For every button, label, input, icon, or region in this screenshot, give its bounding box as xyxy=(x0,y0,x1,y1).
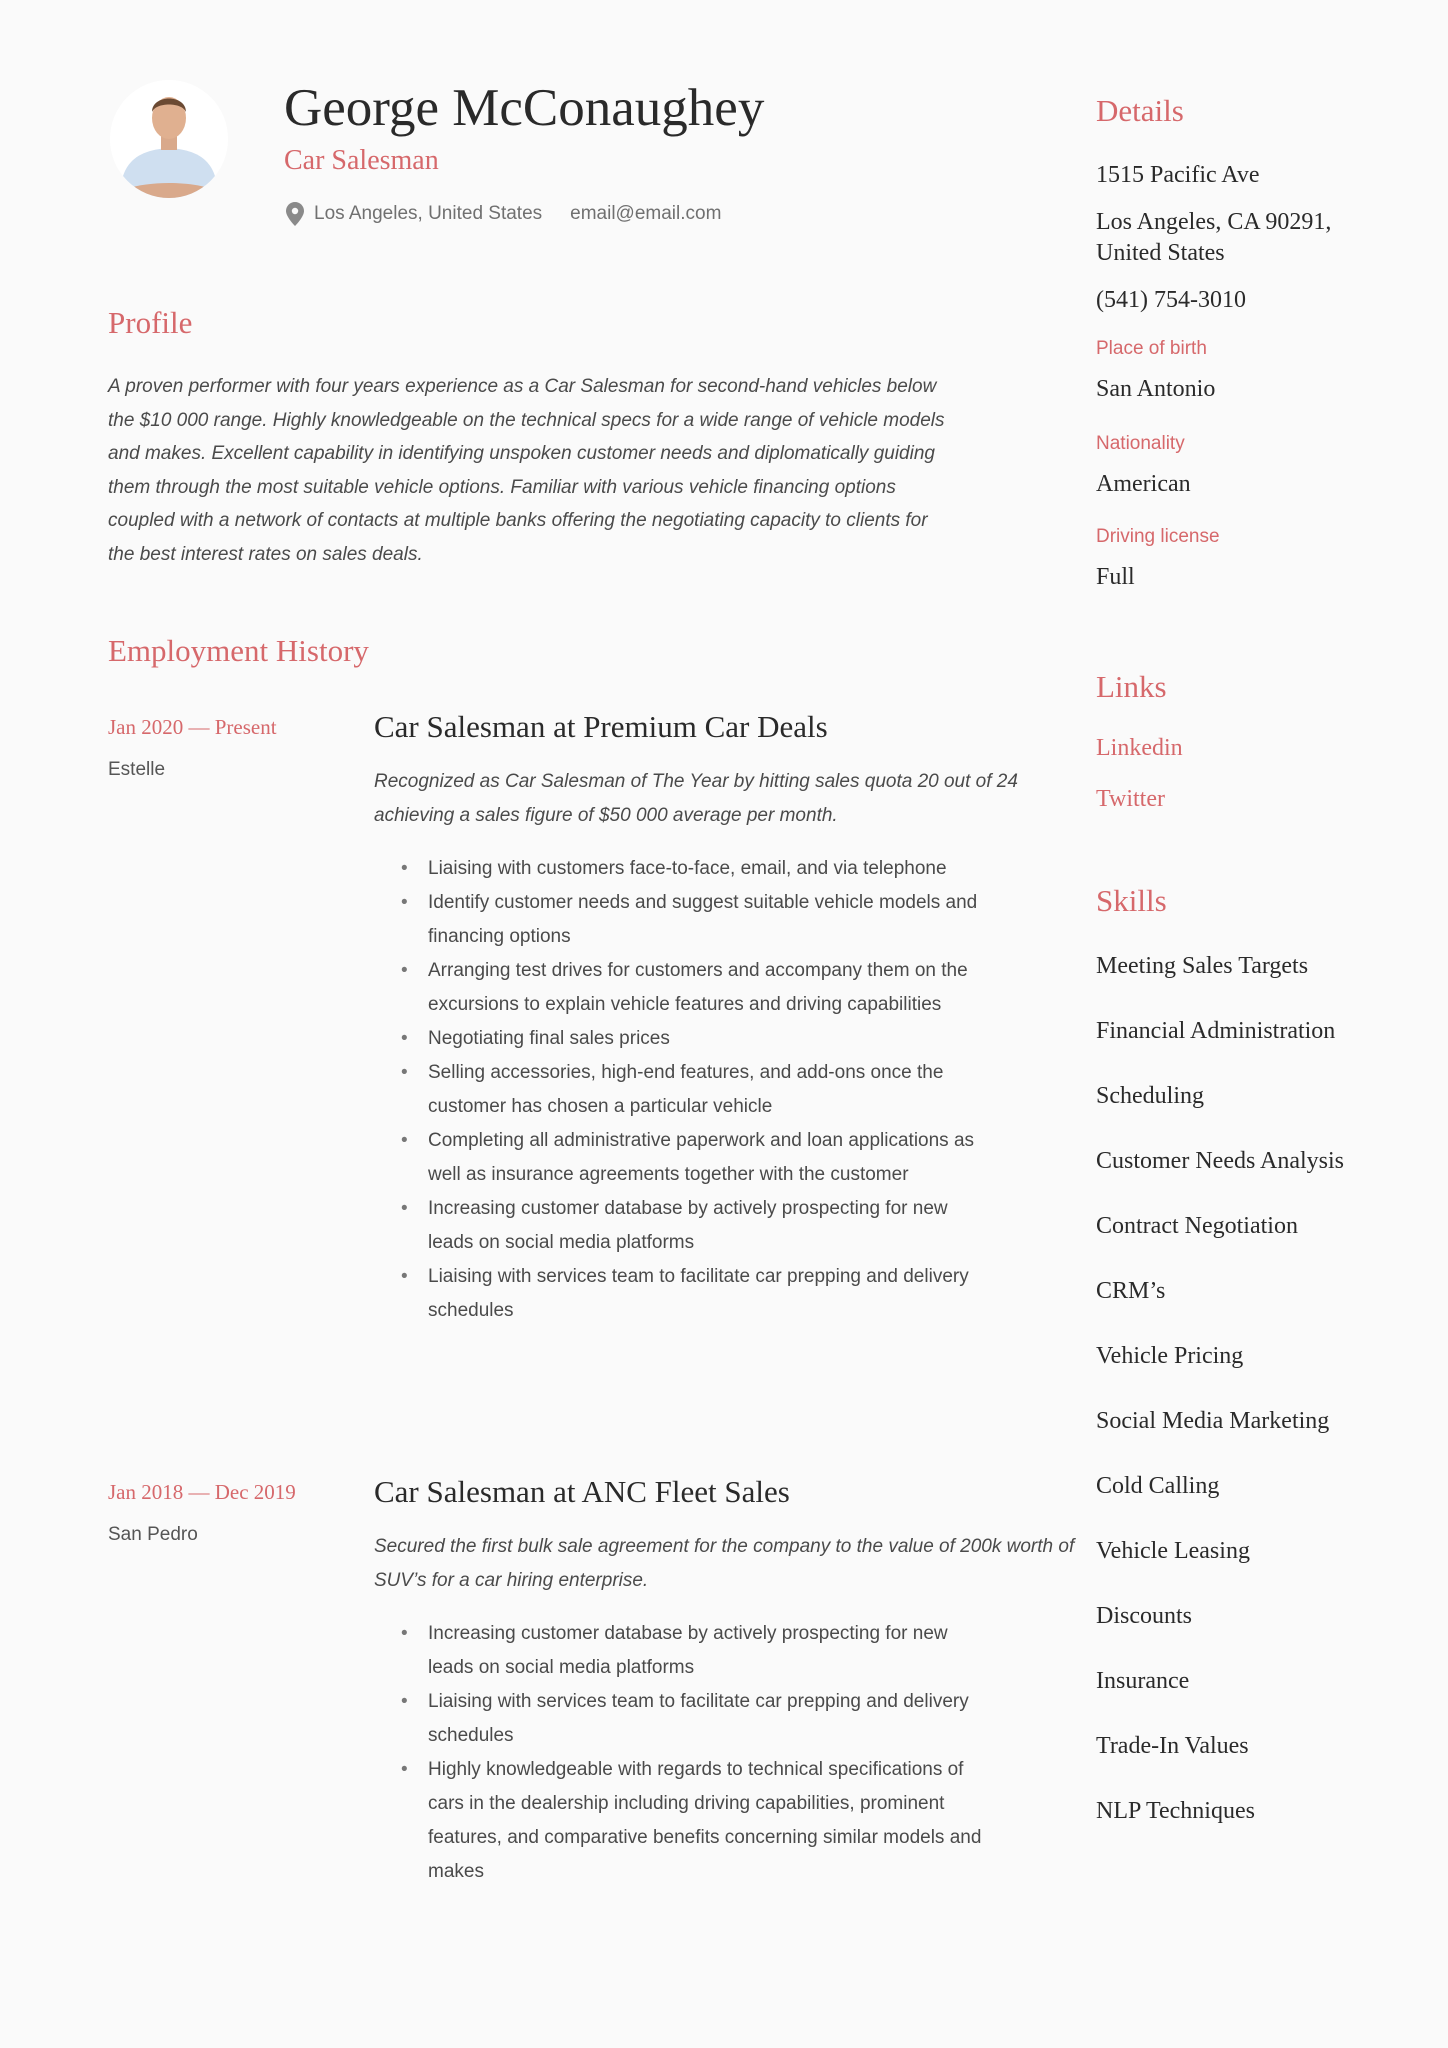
job-description: Secured the first bulk sale agreement for the company to the value of 200k worth of SUV’s for a car hiring enterprise. xyxy=(374,1536,1075,1591)
skill-item: CRM’s xyxy=(1096,1278,1166,1304)
skill-item: Vehicle Pricing xyxy=(1096,1343,1244,1369)
profile-text: A proven performer with four years experience as a Car Salesman for second-hand vehicles below the $10 000 range. Highly knowledgeable on the technical specs for a wide range of vehicle models and makes. Excellent capability in identifying unspoken customer needs and diplomatically guiding them through the most suitable vehicle options. Familiar with various vehicle financing options coupled with a network of contacts at multiple banks offering the negotiating capacity to clients for the best interest rates on sales deals. xyxy=(108,376,945,565)
list-item: • Increasing customer database by actively prospecting for new leads on social media platforms xyxy=(428,1192,988,1260)
list-item: • Increasing customer database by actively prospecting for new leads on social media platforms xyxy=(428,1617,988,1685)
skill-item: Trade-In Values xyxy=(1096,1733,1249,1759)
skill-item: Financial Administration xyxy=(1096,1018,1336,1044)
place-of-birth-value: San Antonio xyxy=(1096,376,1216,402)
address-line-2: Los Angeles, CA 90291, United States xyxy=(1096,209,1332,266)
skill-item: Customer Needs Analysis xyxy=(1096,1148,1344,1174)
nationality-label: Nationality xyxy=(1096,433,1185,454)
avatar xyxy=(110,80,228,198)
job-dates: Jan 2018 — Dec 2019 xyxy=(108,1480,296,1504)
skill-item: Meeting Sales Targets xyxy=(1096,953,1309,979)
skills-heading: Skills xyxy=(1096,883,1167,918)
list-item: • Identify customer needs and suggest suitable vehicle models and financing options xyxy=(428,886,988,954)
location-text: Los Angeles, United States xyxy=(314,203,543,224)
skill-item: Contract Negotiation xyxy=(1096,1213,1298,1239)
driving-license-value: Full xyxy=(1096,564,1135,590)
job-bullets xyxy=(374,1617,988,1889)
list-item: • Highly knowledgeable with regards to technical specifications of cars in the dealership including driving capabilities, prominent features, and comparative benefits concerning similar models and makes xyxy=(428,1753,988,1889)
candidate-job-title: Car Salesman xyxy=(284,145,439,176)
list-item: • Liaising with services team to facilitate car prepping and delivery schedules xyxy=(428,1685,988,1753)
driving-license-label: Driving license xyxy=(1096,526,1220,547)
skill-item: Cold Calling xyxy=(1096,1473,1220,1499)
nationality-value: American xyxy=(1096,471,1191,497)
skill-item: Social Media Marketing xyxy=(1096,1408,1330,1434)
phone: (541) 754-3010 xyxy=(1096,287,1246,313)
list-item: • Selling accessories, high-end features, and add-ons once the customer has chosen a particular vehicle xyxy=(428,1056,988,1124)
job-title: Car Salesman at ANC Fleet Sales xyxy=(374,1474,790,1509)
list-item: • Liaising with services team to facilitate car prepping and delivery schedules xyxy=(428,1260,988,1328)
link-twitter[interactable]: Twitter xyxy=(1096,786,1165,812)
profile-heading: Profile xyxy=(108,305,193,340)
skill-item: Vehicle Leasing xyxy=(1096,1538,1250,1564)
links-heading: Links xyxy=(1096,669,1167,704)
details-heading: Details xyxy=(1096,93,1184,128)
job-bullets xyxy=(374,852,988,1328)
candidate-name: George McConaughey xyxy=(284,79,765,137)
list-item: • Completing all administrative paperwork and loan applications as well as insurance agreements together with the customer xyxy=(428,1124,988,1192)
map-pin-icon xyxy=(286,202,304,226)
list-item: • Arranging test drives for customers and accompany them on the excursions to explain vehicle features and driving capabilities xyxy=(428,954,988,1022)
skills-list xyxy=(1096,948,1354,1858)
link-linkedin[interactable]: Linkedin xyxy=(1096,735,1183,761)
job-description: Recognized as Car Salesman of The Year by hitting sales quota 20 out of 24 achieving a sales figure of $50 000 average per month. xyxy=(374,771,1018,826)
contact-line xyxy=(286,202,721,226)
details-section xyxy=(1096,160,1366,593)
skill-item: NLP Techniques xyxy=(1096,1798,1255,1824)
list-item: • Negotiating final sales prices xyxy=(428,1022,988,1056)
address-line-1: 1515 Pacific Ave xyxy=(1096,162,1260,188)
list-item: • Liaising with customers face-to-face, email, and via telephone xyxy=(428,852,988,886)
skill-item: Scheduling xyxy=(1096,1083,1204,1109)
skill-item: Discounts xyxy=(1096,1603,1192,1629)
employment-heading: Employment History xyxy=(108,633,369,668)
job-location: San Pedro xyxy=(108,1524,198,1545)
job-location: Estelle xyxy=(108,759,166,780)
email-text[interactable]: email@email.com xyxy=(570,203,722,224)
person-photo-icon xyxy=(110,80,228,198)
skill-item: Insurance xyxy=(1096,1668,1190,1694)
job-dates: Jan 2020 — Present xyxy=(108,715,277,739)
job-title: Car Salesman at Premium Car Deals xyxy=(374,709,828,744)
place-of-birth-label: Place of birth xyxy=(1096,338,1207,359)
